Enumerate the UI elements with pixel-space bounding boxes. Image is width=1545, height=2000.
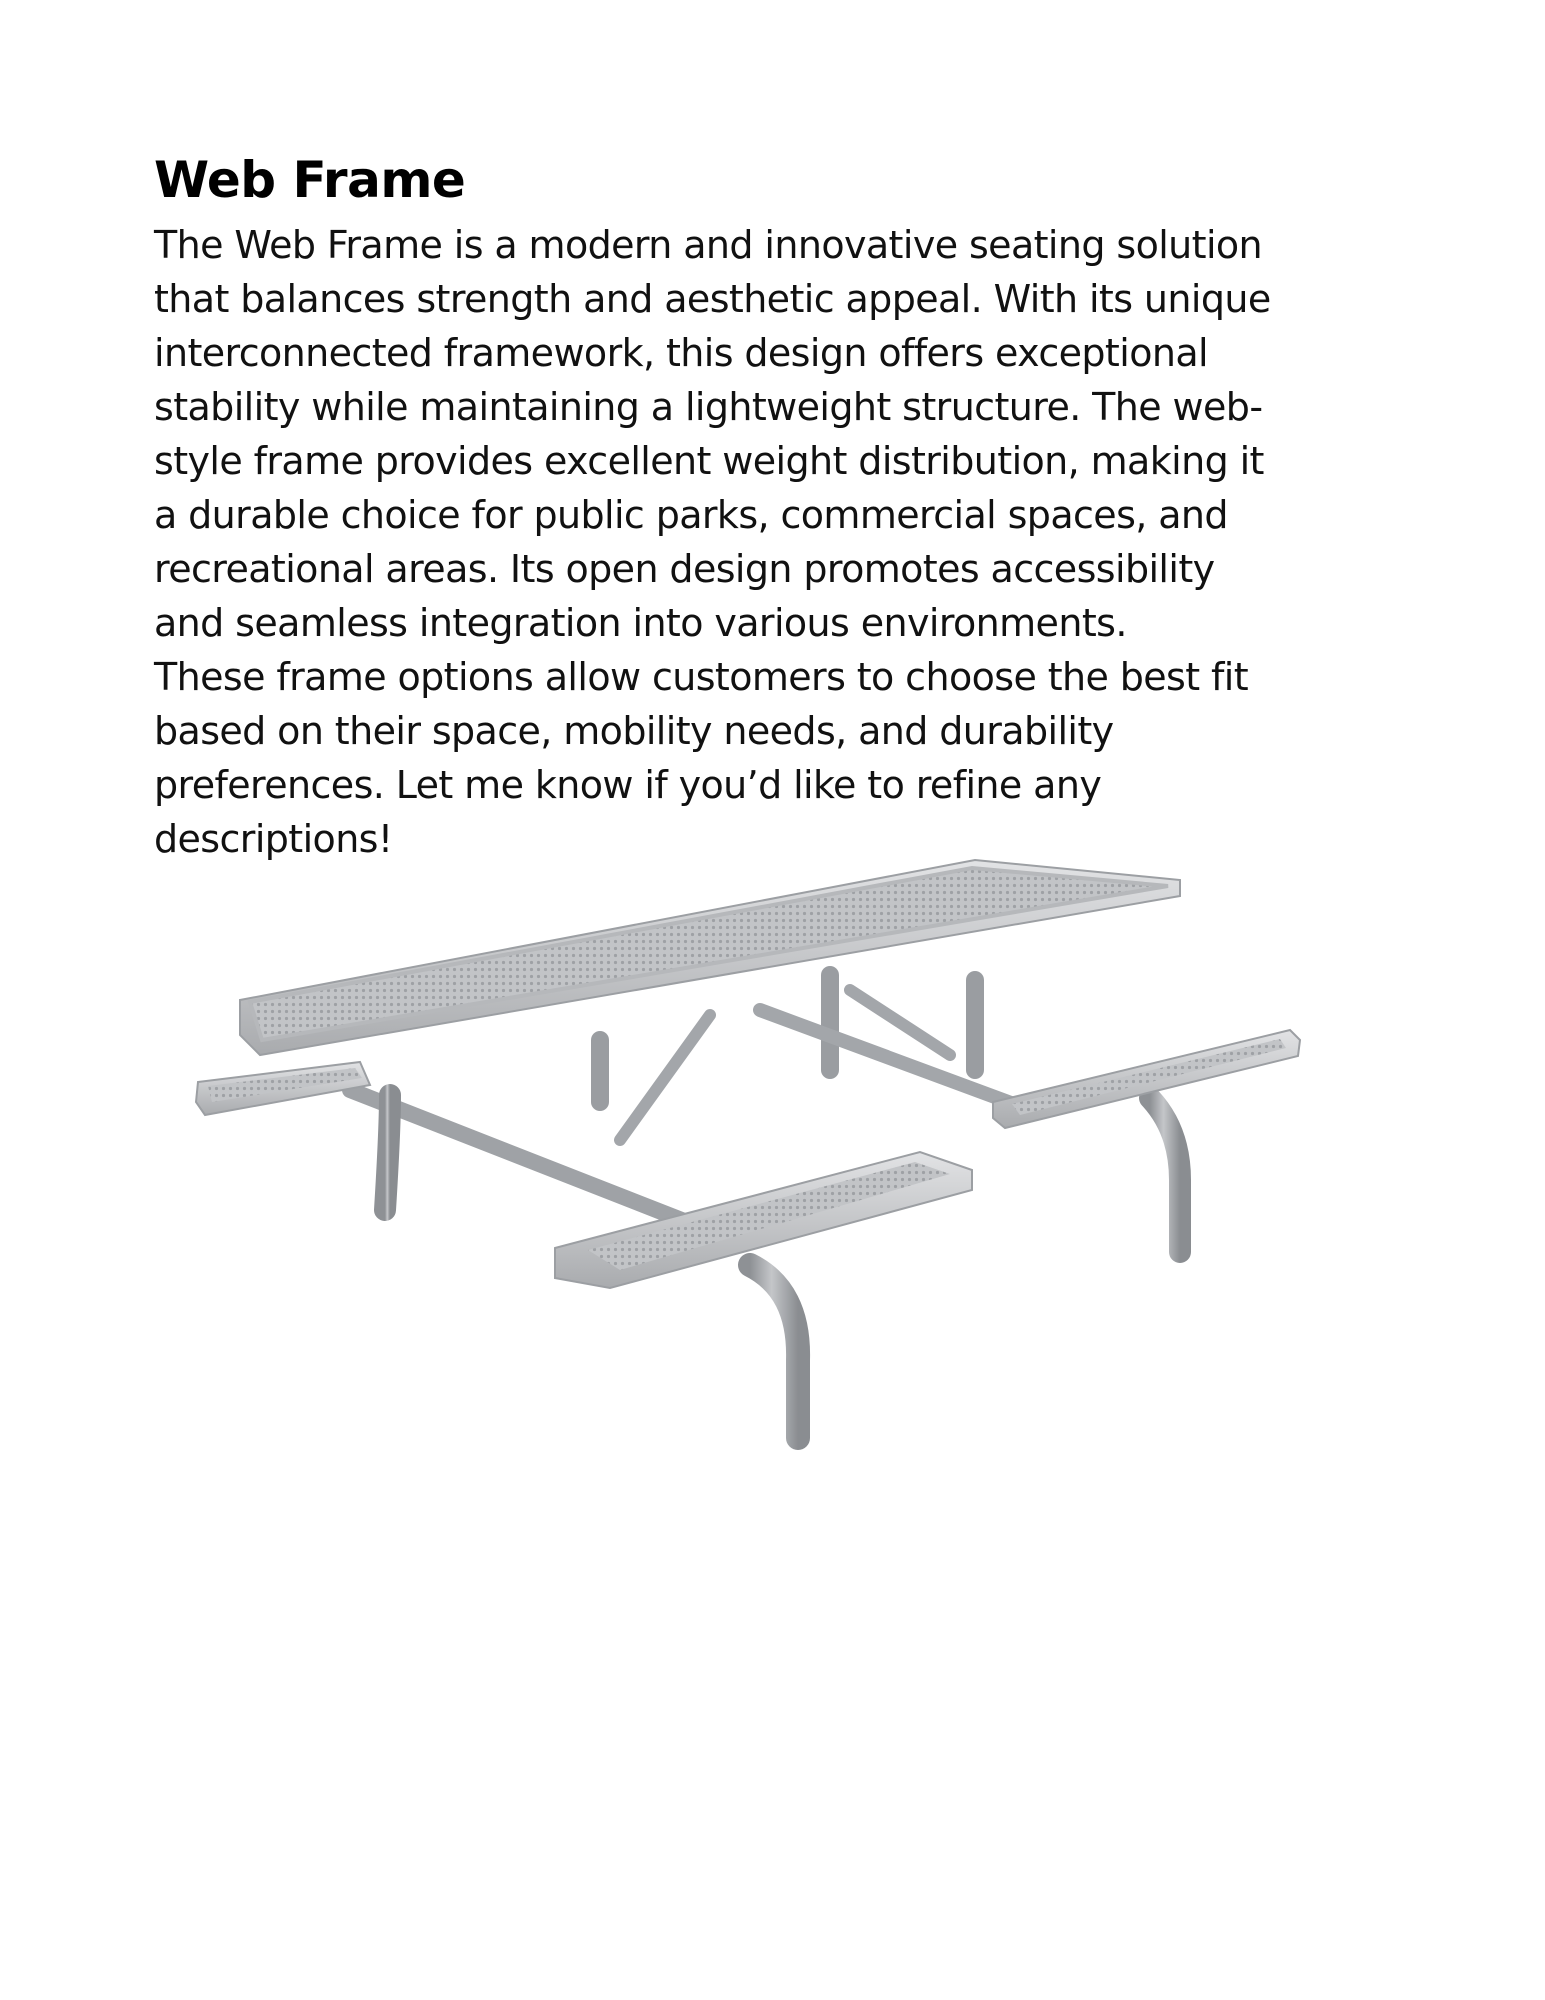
description-paragraph-2: These frame options allow customers to choose the best fit based on their space, mobility needs, and durability preferences. Let me know if you’d like to refine any descriptions! [154,655,1249,861]
bench-left [196,1062,390,1210]
table-top [240,860,1180,1055]
rear-frame [600,975,1030,1110]
bench-right [993,1030,1300,1252]
description-paragraph-1: The Web Frame is a modern and innovative seating solution that balances strength and aesthetic appeal. With its unique interconnected framework, this design offers exceptional stability while maintaining a lightweight structure. The web- style frame provides excellent weight distribution, making it a durable choice for public parks, commercial spaces, and recreational areas. Its open design promotes accessibility and seamless integration into various environments. [154,223,1271,645]
page-title: Web Frame [154,151,466,209]
description-body [154,218,1354,866]
picnic-table-image [150,840,1330,1460]
